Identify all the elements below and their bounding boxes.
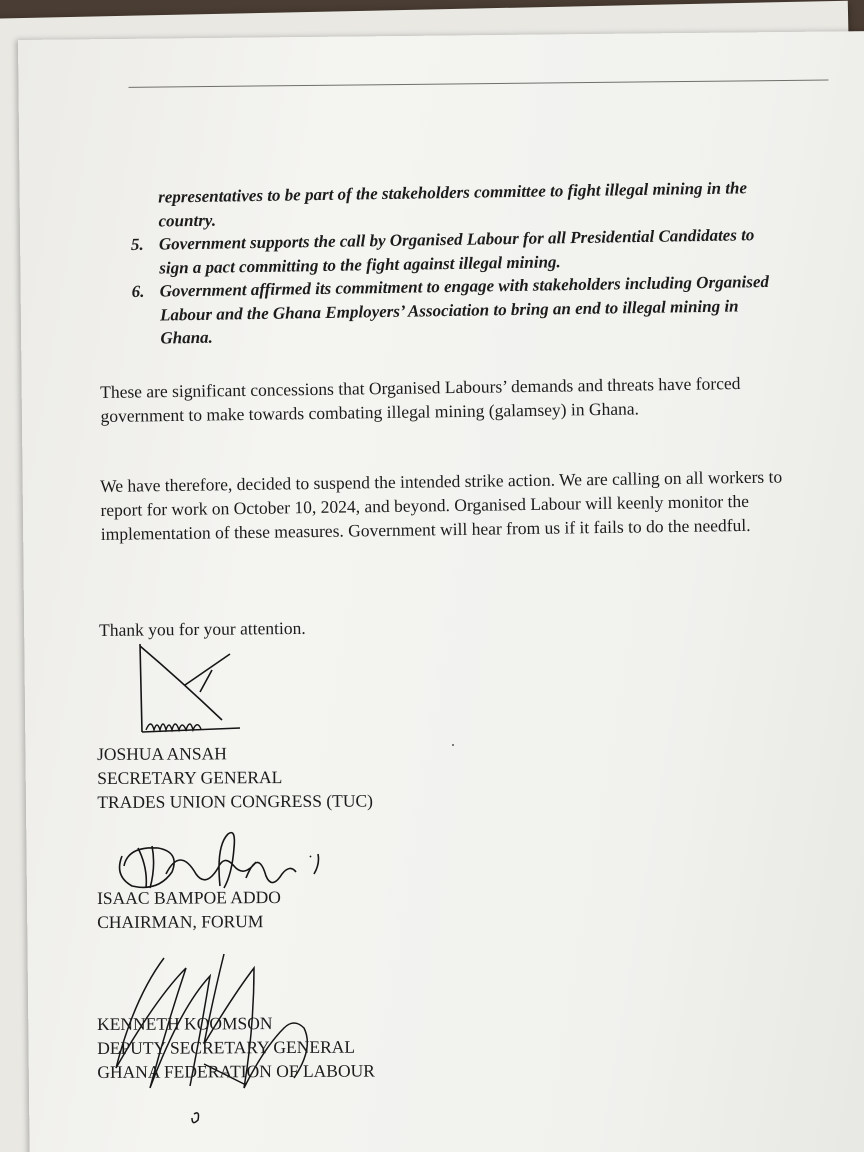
signatory-block — [97, 741, 373, 814]
signatory-block — [97, 885, 281, 934]
signatory-name: KENNETH KOOMSON — [97, 1013, 273, 1034]
signatory-title: SECRETARY GENERAL — [97, 767, 283, 788]
signatory-name: ISAAC BAMPOE ADDO — [97, 887, 281, 908]
list-item — [131, 270, 782, 351]
signatory-block — [97, 1011, 375, 1084]
list-item-number: 6. — [131, 281, 145, 301]
paragraph-concessions: These are significant concessions that Organised Labours’ demands and threats have forced government to make towards combating illegal mining (galamsey) in Ghana. — [100, 373, 741, 426]
signatory-organisation: GHANA FEDERATION OF LABOUR — [97, 1060, 375, 1082]
numbered-list — [130, 176, 783, 351]
signatory-organisation: TRADES UNION CONGRESS (TUC) — [97, 790, 374, 812]
list-item-text: Government supports the call by Organised Labour for all Presidential Candidates to sign a pact committing to the fight against illegal mining. — [158, 225, 755, 278]
signatory-name: JOSHUA ANSAH — [97, 743, 227, 764]
closing-line: Thank you for your attention. — [99, 617, 306, 640]
list-item-text: representatives to be part of the stakeholders committee to fight illegal mining in the country. — [158, 178, 748, 231]
signatory-title: CHAIRMAN, FORUM — [97, 911, 264, 932]
list-item-number: 5. — [130, 234, 144, 254]
paragraph-strike-suspension: We have therefore, decided to suspend the intended strike action. We are calling on all workers to report for work on October 10, 2024, and beyond. Organised Labour will keenly monitor the implementation of these measures. Government will hear from us if it fails to do the needful. — [100, 466, 783, 544]
signature-joshua-ansah — [130, 640, 280, 740]
ink-speck — [452, 744, 454, 746]
list-item-text: Government affirmed its commitment to engage with stakeholders including Organised Labour and the Ghana Employers’ Association to bring an end to illegal mining in Ghana. — [159, 271, 770, 348]
signatory-title: DEPUTY SECRETARY GENERAL — [97, 1036, 356, 1058]
